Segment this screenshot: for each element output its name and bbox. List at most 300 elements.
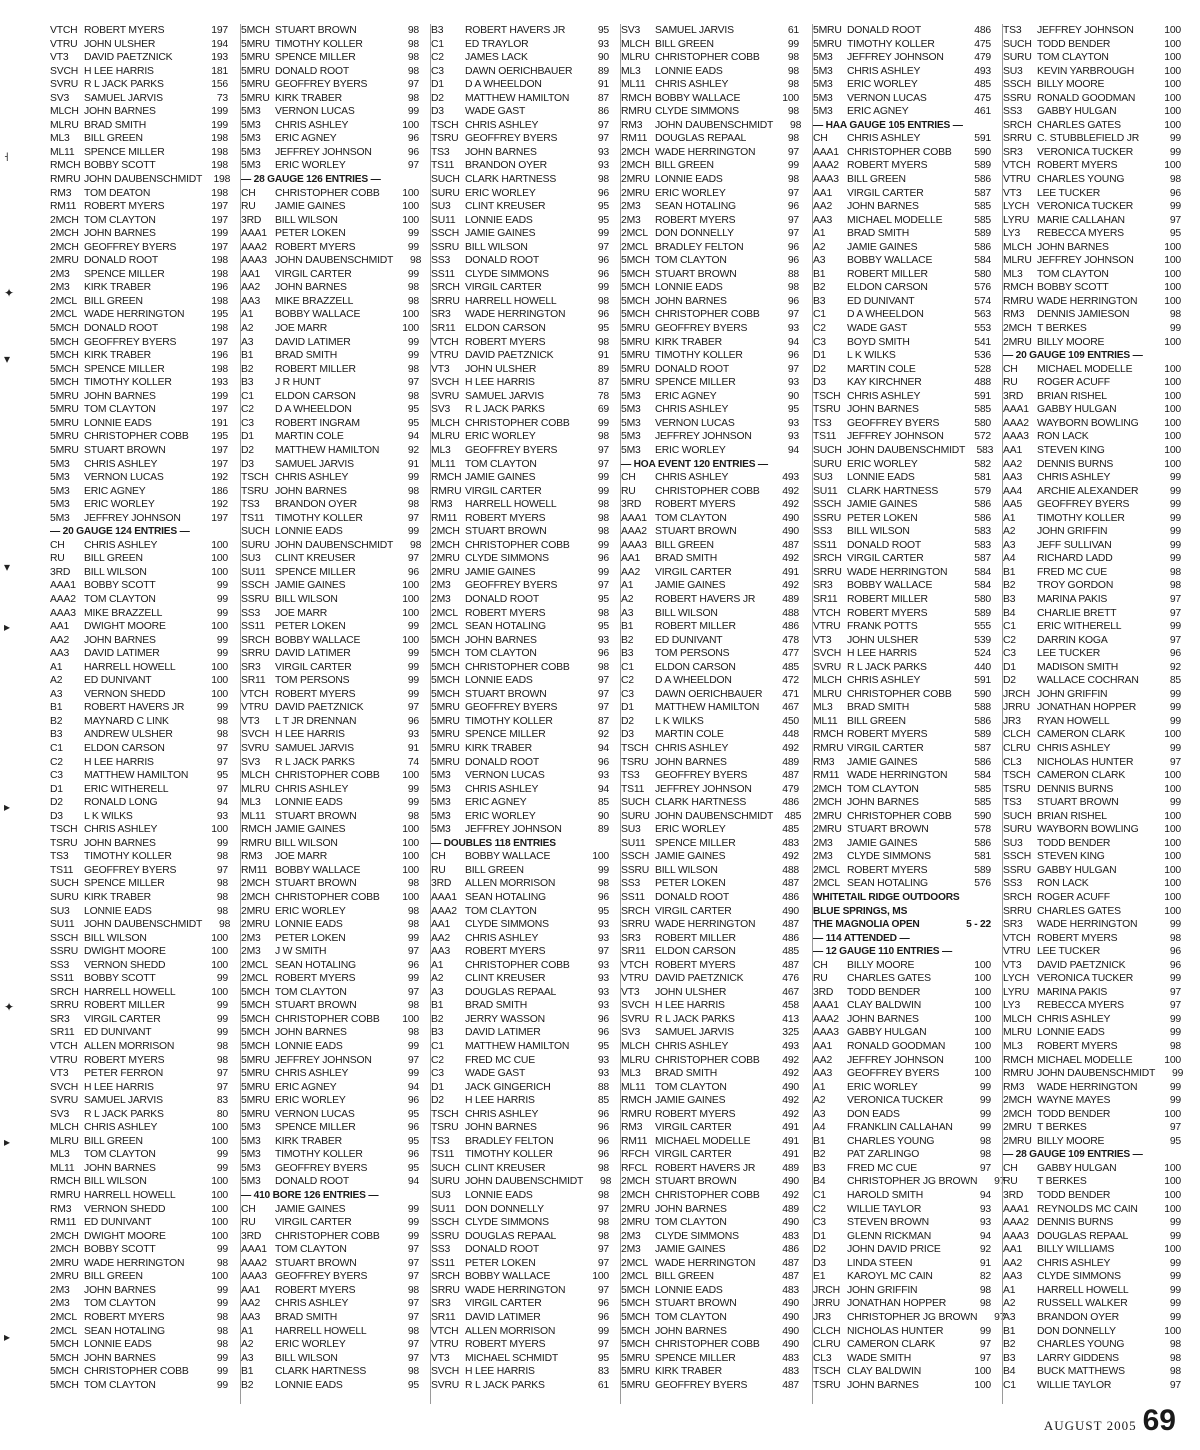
- result-row: [813, 1216, 991, 1230]
- result-row: [621, 471, 799, 485]
- shooter-name: STEVEN KING: [1037, 444, 1105, 456]
- score: 99: [1172, 1068, 1184, 1080]
- class-code: SS11: [813, 539, 837, 551]
- shooter-name: STEVEN KING: [1037, 851, 1105, 863]
- score: 98: [787, 106, 799, 118]
- result-row: [621, 268, 799, 282]
- result-row: [431, 715, 609, 729]
- class-code: SSCH: [1003, 851, 1032, 863]
- result-row: [431, 701, 609, 715]
- shooter-name: DAVID PAETZNICK: [465, 350, 554, 362]
- score: 98: [979, 1135, 991, 1147]
- result-row: [241, 105, 419, 119]
- class-code: SRRU: [50, 1000, 79, 1012]
- shooter-name: BRANDON OYER: [465, 160, 547, 172]
- score: 96: [1169, 959, 1181, 971]
- result-row: [431, 92, 609, 106]
- score: 95: [216, 770, 228, 782]
- result-row: [1003, 78, 1181, 92]
- result-row: [241, 390, 419, 404]
- score: 198: [211, 268, 228, 280]
- class-code: 5MCH: [50, 350, 79, 362]
- shooter-name: D A WHEELDON: [847, 309, 924, 321]
- result-row: [241, 566, 419, 580]
- shooter-name: TOM PERSONS: [655, 648, 730, 660]
- result-row: [621, 200, 799, 214]
- shooter-name: GEOFFREY BYERS: [84, 336, 177, 348]
- result-row: [241, 376, 419, 390]
- class-code: 2MCL: [621, 241, 648, 253]
- class-code: SRRU: [621, 919, 650, 931]
- score: 539: [974, 634, 991, 646]
- score: 493: [974, 65, 991, 77]
- shooter-name: ED DUNIVANT: [847, 295, 915, 307]
- result-row: [50, 986, 228, 1000]
- result-row: [50, 742, 228, 756]
- result-row: [1003, 1270, 1181, 1284]
- shooter-name: CHRISTOPHER JG BROWN: [847, 1311, 978, 1323]
- result-row: [431, 1108, 609, 1122]
- class-code: 5MCH: [431, 648, 460, 660]
- score: 461: [974, 106, 991, 118]
- shooter-name: CLYDE SIMMONS: [655, 106, 739, 118]
- class-code: 2MCH: [813, 797, 842, 809]
- class-code: 2MRU: [431, 553, 460, 565]
- class-code: TSCH: [813, 1366, 841, 1378]
- result-row: [241, 1121, 419, 1135]
- result-row: [431, 146, 609, 160]
- result-row: [241, 254, 422, 268]
- shooter-name: PETER LOKEN: [655, 878, 726, 890]
- score: 93: [787, 323, 799, 335]
- result-row: [50, 1175, 228, 1189]
- score: 97: [216, 742, 228, 754]
- result-row: [1003, 1040, 1181, 1054]
- class-code: A1: [1003, 512, 1016, 524]
- class-code: VT3: [241, 715, 260, 727]
- shooter-name: BRAD SMITH: [275, 1311, 338, 1323]
- score: 99: [216, 702, 228, 714]
- class-code: RMRU: [50, 1190, 81, 1202]
- score: 85: [597, 797, 609, 809]
- class-code: SRCH: [1003, 119, 1032, 131]
- result-row: [813, 1325, 991, 1339]
- result-row: [813, 959, 991, 973]
- result-row: [813, 783, 991, 797]
- shooter-name: ERIC WITHERELL: [84, 783, 169, 795]
- event-header: [621, 458, 799, 472]
- shooter-name: KIRK TRABER: [275, 1135, 342, 1147]
- score: 486: [782, 797, 799, 809]
- class-code: TSCH: [621, 742, 649, 754]
- score: 100: [211, 1203, 228, 1215]
- class-code: B1: [621, 621, 634, 633]
- score: 98: [1169, 174, 1181, 186]
- result-row: [431, 945, 609, 959]
- class-code: JRCH: [1003, 688, 1030, 700]
- score: 99: [1169, 919, 1181, 931]
- class-code: SS3: [1003, 878, 1023, 890]
- score: 91: [979, 1257, 991, 1269]
- class-code: D1: [813, 1230, 826, 1242]
- class-code: CH: [431, 851, 446, 863]
- result-row: [813, 796, 991, 810]
- class-code: B3: [50, 729, 63, 741]
- result-row: [50, 1257, 228, 1271]
- event-header: [1003, 1148, 1181, 1162]
- class-code: CLRU: [1003, 742, 1031, 754]
- shooter-name: ERIC WORLEY: [847, 458, 918, 470]
- shooter-name: D A WHEELDON: [465, 79, 542, 91]
- result-row: [241, 986, 419, 1000]
- shooter-name: ERIC WORLEY: [465, 810, 536, 822]
- shooter-name: ROBERT MYERS: [275, 1284, 356, 1296]
- result-row: [813, 38, 991, 52]
- event-header-text: — 114 ATTENDED —: [813, 932, 910, 944]
- score: 99: [407, 106, 419, 118]
- score: 98: [1169, 1366, 1181, 1378]
- result-row: [813, 1203, 991, 1217]
- class-code: 2MCH: [1003, 1108, 1032, 1120]
- class-code: SURU: [813, 458, 842, 470]
- shooter-name: BILLY MOORE: [1037, 1135, 1105, 1147]
- shooter-name: CHRIS ASHLEY: [465, 932, 539, 944]
- score: 99: [979, 1122, 991, 1134]
- result-row: [50, 105, 228, 119]
- class-code: SUCH: [431, 1162, 460, 1174]
- shooter-name: ALLEN MORRISON: [84, 1041, 175, 1053]
- event-header-text: — DOUBLES 118 ENTRIES: [431, 837, 556, 849]
- score: 197: [211, 458, 228, 470]
- class-code: SUCH: [621, 797, 650, 809]
- score: 583: [976, 444, 994, 456]
- shooter-name: TIMOTHY KOLLER: [465, 715, 553, 727]
- class-code: 2MRU: [50, 255, 79, 267]
- class-code: 5MRU: [241, 79, 270, 91]
- shooter-name: TOM CLAYTON: [84, 1379, 156, 1391]
- score: 98: [597, 499, 609, 511]
- class-code: AA1: [813, 1041, 833, 1053]
- result-row: [621, 1040, 799, 1054]
- shooter-name: DAVID LATIMER: [465, 1027, 541, 1039]
- result-row: [813, 159, 991, 173]
- event-header-text: — 28 GAUGE 126 ENTRIES —: [241, 174, 381, 186]
- score: 487: [782, 539, 799, 551]
- shooter-name: LONNIE EADS: [655, 174, 723, 186]
- score: 100: [1164, 295, 1181, 307]
- class-code: 2MCH: [431, 539, 460, 551]
- result-row: [1003, 1243, 1181, 1257]
- score: 198: [211, 160, 228, 172]
- result-row: [50, 959, 228, 973]
- shooter-name: JOHN DAUBENSCHMIDT: [275, 255, 394, 267]
- score: 485: [974, 79, 991, 91]
- shooter-name: CLYDE SIMMONS: [465, 919, 549, 931]
- score: 98: [597, 878, 609, 890]
- result-row: [621, 796, 799, 810]
- class-code: VTRU: [241, 702, 269, 714]
- shooter-name: PETER LOKEN: [847, 512, 918, 524]
- class-code: SURU: [621, 810, 650, 822]
- class-code: AAA2: [813, 1013, 839, 1025]
- score: 96: [787, 255, 799, 267]
- result-row: [50, 769, 228, 783]
- class-code: AA2: [431, 932, 451, 944]
- result-row: [1003, 837, 1181, 851]
- result-row: [621, 132, 799, 146]
- result-row: [813, 200, 991, 214]
- shooter-name: JAMIE GAINES: [847, 837, 918, 849]
- score: 490: [782, 1081, 799, 1093]
- shooter-name: ERIC WORLEY: [465, 187, 536, 199]
- shooter-name: JOHN BARNES: [275, 1027, 347, 1039]
- shooter-name: MICHAEL MODELLE: [1037, 1054, 1133, 1066]
- class-code: SSCH: [50, 932, 79, 944]
- shooter-name: JOHN BARNES: [84, 837, 156, 849]
- result-row: [621, 295, 799, 309]
- score: 100: [1164, 1325, 1181, 1337]
- score: 100: [1164, 1176, 1181, 1188]
- shooter-name: SPENCE MILLER: [84, 268, 165, 280]
- result-row: [431, 430, 609, 444]
- result-row: [241, 918, 419, 932]
- shooter-name: KIRK TRABER: [655, 336, 722, 348]
- result-row: [50, 918, 231, 932]
- result-row: [431, 200, 609, 214]
- shooter-name: LARRY GIDDENS: [1037, 1352, 1119, 1364]
- class-code: 5MRU: [621, 1379, 650, 1391]
- result-row: [813, 661, 991, 675]
- shooter-name: MATTHEW HAMILTON: [655, 702, 760, 714]
- score: 96: [597, 1013, 609, 1025]
- class-code: SS11: [431, 1257, 455, 1269]
- class-code: SVRU: [431, 390, 460, 402]
- result-row: [50, 1067, 228, 1081]
- result-row: [50, 241, 228, 255]
- class-code: SRCH: [813, 553, 842, 565]
- shooter-name: GABBY HULGAN: [1037, 404, 1117, 416]
- score: 100: [211, 1190, 228, 1202]
- shooter-name: H LEE HARRIS: [275, 729, 345, 741]
- shooter-name: CHRIS ASHLEY: [465, 119, 539, 131]
- score: 591: [974, 133, 991, 145]
- class-code: SR3: [1003, 919, 1023, 931]
- result-row: [431, 593, 609, 607]
- class-code: 2MRU: [50, 1271, 79, 1283]
- result-row: [1003, 999, 1181, 1013]
- shooter-name: SPENCE MILLER: [275, 52, 356, 64]
- shooter-name: DWIGHT MOORE: [84, 1230, 166, 1242]
- result-row: [431, 607, 609, 621]
- shooter-name: JEFFREY JOHNSON: [655, 783, 752, 795]
- score: 100: [402, 824, 419, 836]
- result-row: [50, 1284, 228, 1298]
- result-row: [50, 1338, 228, 1352]
- shooter-name: TOM CLAYTON: [84, 404, 156, 416]
- class-code: AAA1: [813, 146, 839, 158]
- class-code: AAA2: [241, 241, 267, 253]
- score: 99: [1169, 702, 1181, 714]
- result-row: [621, 1067, 799, 1081]
- class-code: SRRU: [813, 566, 842, 578]
- score: 99: [216, 1149, 228, 1161]
- class-code: CH: [241, 187, 256, 199]
- shooter-name: VERNON LUCAS: [275, 1108, 355, 1120]
- result-row: [1003, 850, 1181, 864]
- result-row: [241, 715, 419, 729]
- shooter-name: JEFF SULLIVAN: [1037, 539, 1112, 551]
- shooter-name: JOHN BARNES: [1037, 241, 1109, 253]
- score: 99: [1169, 323, 1181, 335]
- shooter-name: ROBERT MYERS: [465, 946, 546, 958]
- result-row: [50, 1379, 228, 1393]
- shooter-name: ROBERT MYERS: [847, 729, 928, 741]
- class-code: B3: [813, 295, 826, 307]
- score: 186: [211, 485, 228, 497]
- class-code: TSCH: [813, 390, 841, 402]
- result-row: [431, 159, 609, 173]
- score: 98: [597, 336, 609, 348]
- result-row: [621, 932, 799, 946]
- result-row: [50, 783, 228, 797]
- shooter-name: TOM CLAYTON: [655, 512, 727, 524]
- result-row: [431, 1175, 612, 1189]
- shooter-name: LONNIE EADS: [1037, 1027, 1105, 1039]
- score: 100: [402, 309, 419, 321]
- result-row: [813, 850, 991, 864]
- score: 95: [597, 25, 609, 36]
- shooter-name: ERIC AGNEY: [847, 106, 909, 118]
- class-code: SURU: [1003, 52, 1032, 64]
- result-row: [50, 1270, 228, 1284]
- result-row: [241, 78, 419, 92]
- score: 97: [407, 160, 419, 172]
- result-row: [431, 444, 609, 458]
- shooter-name: VERONICA TUCKER: [1037, 973, 1134, 985]
- class-code: VT3: [50, 1068, 69, 1080]
- score: 97: [1169, 756, 1181, 768]
- class-code: SSRU: [431, 241, 460, 253]
- result-row: [431, 850, 609, 864]
- score: 100: [211, 566, 228, 578]
- score: 100: [1164, 336, 1181, 348]
- class-code: SVRU: [621, 1013, 650, 1025]
- class-code: RMCH: [431, 472, 462, 484]
- shooter-name: CLARK HARTNESS: [275, 1366, 367, 1378]
- class-code: 5MCH: [241, 1013, 270, 1025]
- score: 93: [979, 1203, 991, 1215]
- result-row: [1003, 65, 1181, 79]
- score: 197: [211, 201, 228, 213]
- class-code: 2M3: [50, 1298, 70, 1310]
- shooter-name: RYAN HOWELL: [1037, 715, 1110, 727]
- class-code: B1: [1003, 1325, 1016, 1337]
- score: 97: [597, 444, 609, 456]
- score: 97: [979, 1352, 991, 1364]
- class-code: AAA1: [50, 580, 76, 592]
- class-code: SSRU: [621, 864, 650, 876]
- result-row: [621, 78, 799, 92]
- shoot-info-text: BLUE SPRINGS, MS: [813, 905, 908, 917]
- result-row: [241, 485, 419, 499]
- class-code: B2: [1003, 1339, 1016, 1351]
- shooter-name: JOHN BARNES: [465, 1122, 537, 1134]
- class-code: SURU: [431, 1176, 460, 1188]
- shooter-name: CLYDE SIMMONS: [465, 268, 549, 280]
- class-code: 5MRU: [813, 25, 842, 36]
- class-code: LYCH: [1003, 201, 1030, 213]
- score: 85: [597, 1095, 609, 1107]
- score: 96: [407, 146, 419, 158]
- score: 100: [402, 837, 419, 849]
- class-code: JR3: [1003, 715, 1021, 727]
- result-row: [813, 1175, 1006, 1189]
- score: 586: [974, 174, 991, 186]
- class-code: D1: [431, 1081, 444, 1093]
- score: 100: [402, 593, 419, 605]
- score: 100: [211, 1230, 228, 1242]
- result-row: [431, 1013, 609, 1027]
- shooter-name: VERONICA TUCKER: [847, 1095, 944, 1107]
- class-code: 5MCH: [621, 1339, 650, 1351]
- score: 98: [407, 1000, 419, 1012]
- class-code: AAA3: [813, 174, 839, 186]
- shooter-name: TOM CLAYTON: [84, 1149, 156, 1161]
- class-code: RU: [241, 1217, 256, 1229]
- class-code: 5MCH: [241, 25, 270, 36]
- score: 591: [974, 390, 991, 402]
- score: 98: [216, 1311, 228, 1323]
- score: 100: [1164, 851, 1181, 863]
- result-row: [621, 620, 799, 634]
- score: 489: [782, 1203, 799, 1215]
- score: 98: [407, 1284, 419, 1296]
- score: 98: [407, 905, 419, 917]
- shooter-name: PETER LOKEN: [275, 228, 346, 240]
- shooter-name: SEAN HOTALING: [655, 201, 736, 213]
- score: 96: [407, 1149, 419, 1161]
- class-code: RMCH: [50, 1176, 81, 1188]
- class-code: D3: [50, 810, 63, 822]
- class-code: B3: [431, 25, 444, 36]
- result-row: [431, 173, 609, 187]
- class-code: SRRU: [1003, 905, 1032, 917]
- class-code: TS11: [621, 783, 645, 795]
- shooter-name: SPENCE MILLER: [84, 878, 165, 890]
- score: 98: [216, 1041, 228, 1053]
- result-row: [1003, 579, 1181, 593]
- score: 98: [407, 92, 419, 104]
- result-row: [813, 715, 991, 729]
- result-row: [431, 1081, 609, 1095]
- shooter-name: ROBERT MYERS: [465, 1339, 546, 1351]
- shooter-name: R L JACK PARKS: [84, 1108, 164, 1120]
- shooter-name: TOM CLAYTON: [655, 255, 727, 267]
- shooter-name: DONALD ROOT: [465, 1244, 540, 1256]
- class-code: AAA1: [241, 228, 267, 240]
- result-row: [621, 24, 799, 38]
- score: 99: [1169, 797, 1181, 809]
- score: 96: [407, 566, 419, 578]
- score: 100: [211, 661, 228, 673]
- class-code: 5M3: [431, 797, 451, 809]
- score: 99: [1169, 742, 1181, 754]
- result-row: [621, 1094, 799, 1108]
- class-code: VTCH: [621, 959, 649, 971]
- score: 589: [974, 607, 991, 619]
- result-row: [621, 999, 799, 1013]
- class-code: C2: [431, 52, 444, 64]
